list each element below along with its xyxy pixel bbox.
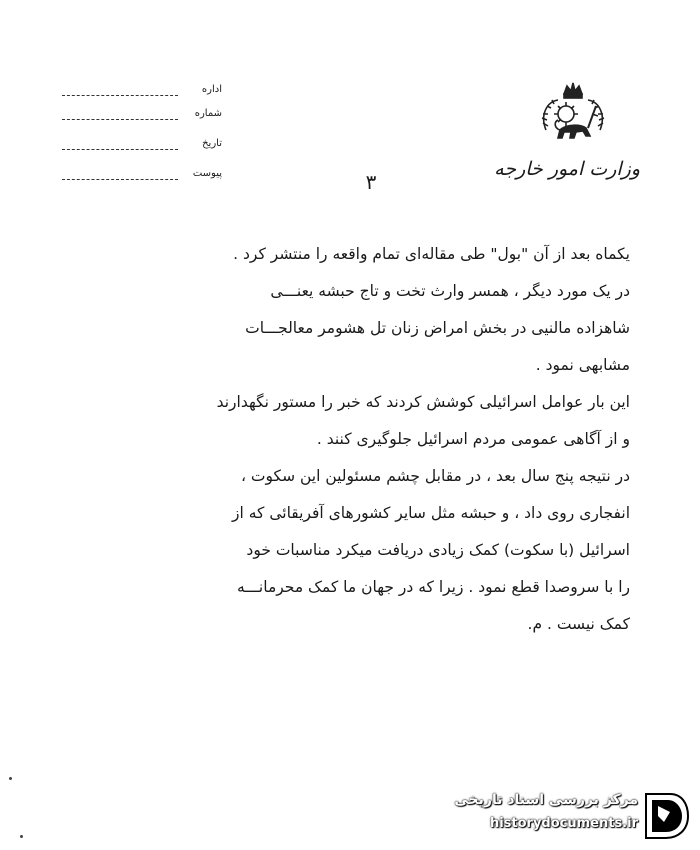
body-line: این بار عوامل اسرائیلی کوشش کردند که خبر را مستور نگهدارند: [216, 393, 630, 411]
body-line: شاهزاده مالنیی در بخش امراض زنان تل هشومر معالجـــات: [245, 319, 630, 337]
office-label: اداره: [201, 84, 222, 95]
watermark-title: مرکز بررسی اسناد تاریخی: [454, 792, 638, 808]
page-number: ۳: [365, 170, 377, 194]
lion-and-sun-emblem-icon: [536, 80, 610, 150]
scan-speck: [9, 777, 12, 780]
office-field: [62, 86, 222, 100]
attachment-label: پیوست: [192, 168, 222, 179]
date-label: تاریخ: [202, 138, 222, 149]
field-line: [62, 119, 178, 120]
number-field: [62, 110, 222, 124]
field-line: [62, 149, 178, 150]
body-line: در نتیجه پنج سال بعد ، در مقابل چشم مسئولین این سکوت ،: [240, 467, 630, 485]
date-field: [62, 140, 222, 154]
attachment-field: [62, 170, 222, 184]
body-line: مشابهی نمود .: [535, 356, 630, 374]
number-label: شماره: [194, 108, 222, 119]
body-line: و از آگاهی عمومی مردم اسرائیل جلوگیری کنند .: [316, 430, 630, 448]
ministry-title: وزارت امور خارجه: [494, 158, 640, 180]
body-line: را با سروصدا قطع نمود . زیرا که در جهان ما کمک محرمانـــه: [236, 578, 630, 596]
field-line: [62, 179, 178, 180]
body-line: انفجاری روی داد ، و حبشه مثل سایر کشورهای آفریقائی که از: [232, 504, 630, 522]
body-line: در یک مورد دیگر ، همسر وارث تخت و تاج حبشه یعنـــی: [270, 282, 630, 300]
archive-logo-icon: [642, 790, 690, 842]
body-line: کمک نیست . م.: [527, 615, 630, 633]
body-line: یکماه بعد از آن "بول" طی مقاله‌ای تمام واقعه را منتشر کرد .: [233, 245, 630, 263]
field-line: [62, 95, 178, 96]
body-line: اسرائیل (با سکوت) کمک زیادی دریافت میکرد مناسبات خود: [246, 541, 630, 559]
watermark-url: historydocuments.ir: [489, 816, 638, 831]
letter-body: [40, 236, 630, 643]
scan-speck: [20, 835, 23, 838]
archive-watermark: [424, 790, 694, 842]
